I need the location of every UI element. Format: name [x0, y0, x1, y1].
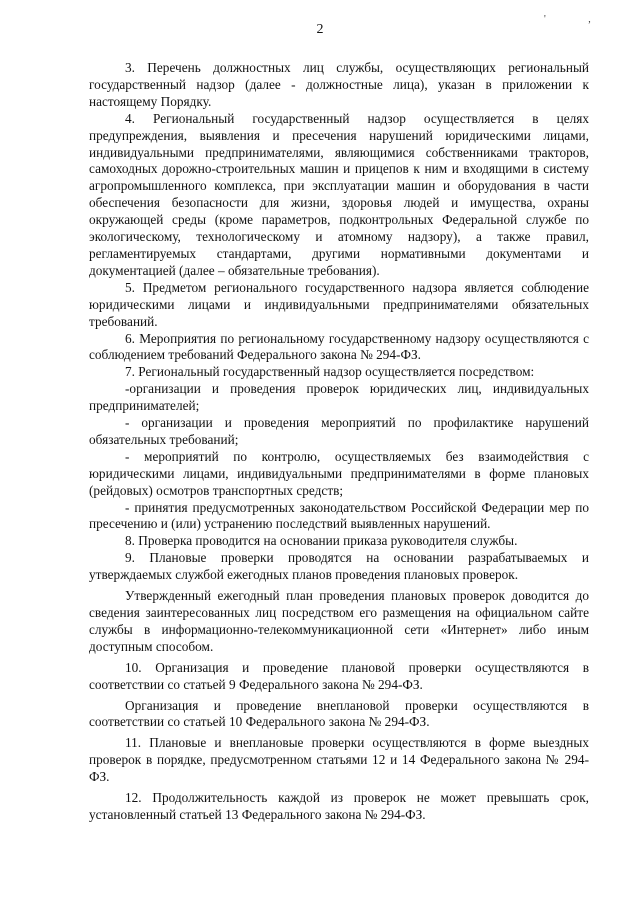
paragraph-9-plan: Утвержденный ежегодный план проведения плановых проверок доводится до сведения заинтересованных лиц посредством его размещения на официальном сайте службы в информационно-телекоммуникационной сети «Интернет» либо иным доступным способом. [89, 588, 589, 654]
paragraph-7: 7. Региональный государственный надзор осуществляется посредством: [125, 364, 535, 380]
list-item: - организации и проведения мероприятий по профилактике нарушений обязательных требований; [89, 415, 589, 447]
paragraph-11: 11. Плановые и внеплановые проверки осуществляются в форме выездных проверок в порядке, предусмотренном статьями 12 и 14 Федерального закона № 294-ФЗ. [89, 735, 589, 785]
paragraph-5: 5. Предметом регионального государственного надзора является соблюдение юридическими лицами и индивидуальными предпринимателями обязательных требований. [89, 279, 589, 329]
paragraph-9: 9. Плановые проверки проводятся на основании разрабатываемых и утверждаемых службой ежегодных планов проведения плановых проверок. [89, 550, 589, 583]
paragraph-3: 3. Перечень должностных лиц службы, осуществляющих региональный государственный надзор (далее - должностные лица), указан в приложении к настоящему Порядку. [89, 60, 589, 109]
page-number: 2 [316, 22, 324, 37]
paragraph-10: 10. Организация и проведение плановой проверки осуществляются в соответствии со статьей 9 Федерального закона № 294-ФЗ. [89, 659, 589, 692]
document-body [89, 60, 589, 824]
list-item: -организации и проведения проверок юридических лиц, индивидуальных предпринимателей; [89, 381, 589, 414]
scan-marks: ' , [544, 14, 611, 25]
list-item: - принятия предусмотренных законодательством Российской Федерации мер по пресечению и (или) устранению последствий выявленных нарушений. [89, 499, 589, 532]
paragraph-12: 12. Продолжительность каждой из проверок не может превышать срок, установленный статьей 13 Федерального закона № 294-ФЗ. [89, 790, 589, 822]
list-item: - мероприятий по контролю, осуществляемых без взаимодействия с юридическими лицами, индивидуальными предпринимателями в форме плановых (рейдовых) осмотров транспортных средств; [89, 448, 589, 498]
paragraph-6: 6. Мероприятия по региональному государственному надзору осуществляются с соблюдением требований Федерального закона № 294-ФЗ. [89, 330, 589, 363]
paragraph-8: 8. Проверка проводится на основании приказа руководителя службы. [125, 533, 518, 549]
paragraph-4: 4. Региональный государственный надзор осуществляется в целях предупреждения, выявления и пресечения нарушений юридическими лицами, индивидуальными предпринимателями, являющимися собственниками тракторов, самоходных дорожно-строительных машин и прицепов к ним и входящими в систему агропромышленного комплекса, при эксплуатации машин и оборудования в части обеспечения безопасности для жизни, здоровья людей и имущества, охраны окружающей среды (кроме параметров, подконтрольных Федеральной службе по экологическому, технологическому и атомному надзору), а также правил, регламентируемых стандартами, другими нормативными документами и документацией (далее – обязательные требования). [89, 110, 589, 278]
paragraph-10-unplanned: Организация и проведение внеплановой проверки осуществляются в соответствии со статьей 10 Федерального закона № 294-ФЗ. [89, 697, 589, 730]
